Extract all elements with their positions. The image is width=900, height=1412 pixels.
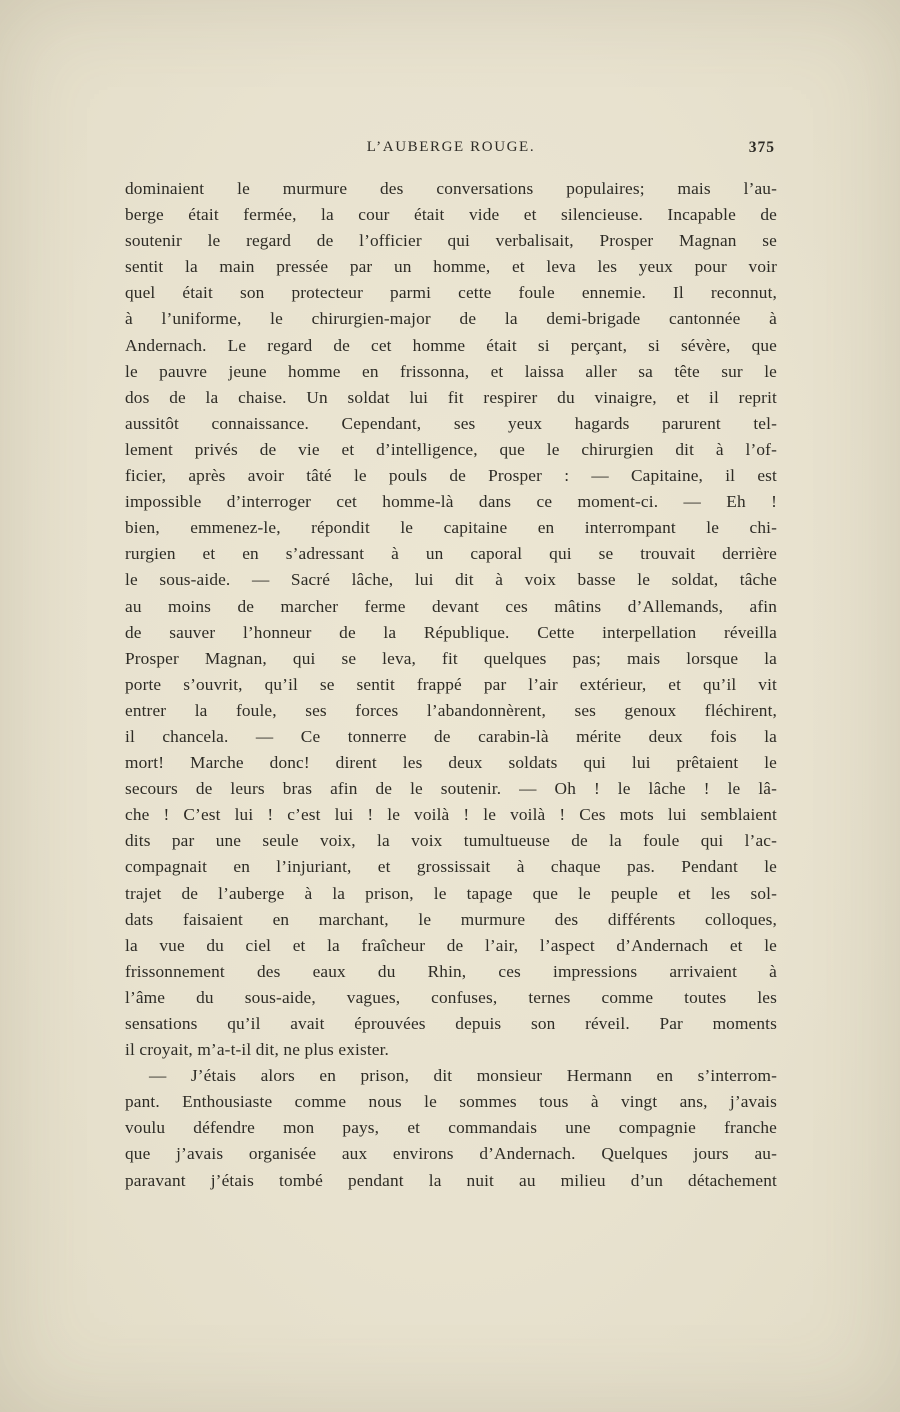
text-line: le sous-aide. — Sacré lâche, lui dit à voix basse le soldat, tâche bbox=[125, 570, 777, 590]
text-line: ficier, après avoir tâté le pouls de Prosper : — Capitaine, il est bbox=[125, 466, 777, 486]
page-header bbox=[125, 139, 777, 161]
paragraph bbox=[125, 1063, 777, 1193]
text-line: sensations qu’il avait éprouvées depuis son réveil. Par moments bbox=[125, 1014, 777, 1033]
running-title: L’AUBERGE ROUGE. bbox=[366, 139, 536, 155]
text-line: à l’uniforme, le chirurgien-major de la demi-brigade cantonnée à bbox=[125, 309, 777, 329]
text-line: que j’avais organisée aux environs d’Andernach. Quelques jours au- bbox=[125, 1144, 777, 1164]
text-line: dos de la chaise. Un soldat lui fit respirer du vinaigre, et il reprit bbox=[125, 387, 777, 407]
text-line: che ! C’est lui ! c’est lui ! le voilà ! le voilà ! Ces mots lui semblaient bbox=[125, 805, 777, 825]
text-line: Prosper Magnan, qui se leva, fit quelques pas; mais lorsque la bbox=[125, 648, 777, 668]
text-line: aussitôt connaissance. Cependant, ses yeux hagards parurent tel- bbox=[125, 413, 777, 433]
text-line: pant. Enthousiaste comme nous le sommes tous à vingt ans, j’avais bbox=[125, 1092, 777, 1112]
text-line: — J’étais alors en prison, dit monsieur Hermann en s’interrom- bbox=[149, 1066, 777, 1086]
text-block bbox=[125, 176, 777, 1194]
text-line: frissonnement des eaux du Rhin, ces impressions arrivaient à bbox=[125, 961, 777, 981]
page-number: 375 bbox=[748, 139, 775, 156]
text-line: berge était fermée, la cour était vide et silencieuse. Incapable de bbox=[125, 205, 777, 225]
text-line: le pauvre jeune homme en frissonna, et laissa aller sa tête sur le bbox=[125, 361, 777, 381]
text-line: lement privés de vie et d’intelligence, que le chirurgien dit à l’of- bbox=[125, 439, 777, 459]
text-line: de sauver l’honneur de la République. Cette interpellation réveilla bbox=[125, 622, 777, 642]
text-line: mort! Marche donc! dirent les deux soldats qui lui prêtaient le bbox=[125, 753, 777, 773]
text-line: soutenir le regard de l’officier qui verbalisait, Prosper Magnan se bbox=[125, 231, 777, 251]
text-line: au moins de marcher ferme devant ces mâtins d’Allemands, afin bbox=[125, 596, 777, 616]
paragraph bbox=[125, 176, 777, 1063]
text-line: rurgien et en s’adressant à un caporal qui se trouvait derrière bbox=[125, 544, 777, 564]
text-line: dominaient le murmure des conversations populaires; mais l’au- bbox=[125, 179, 777, 198]
text-line: porte s’ouvrit, qu’il se sentit frappé par l’air extérieur, et qu’il vit bbox=[125, 674, 777, 694]
text-line: dits par une seule voix, la voix tumultueuse de la foule qui l’ac- bbox=[125, 831, 777, 851]
text-line: la vue du ciel et la fraîcheur de l’air, l’aspect d’Andernach et le bbox=[125, 935, 777, 955]
text-line: sentit la main pressée par un homme, et leva les yeux pour voir bbox=[125, 257, 777, 277]
text-line: voulu défendre mon pays, et commandais une compagnie franche bbox=[125, 1118, 777, 1138]
text-line: il croyait, m’a-t-il dit, ne plus exister. bbox=[125, 1040, 390, 1060]
text-line: dats faisaient en marchant, le murmure des différents colloques, bbox=[125, 909, 777, 929]
text-line: bien, emmenez-le, répondit le capitaine en interrompant le chi- bbox=[125, 518, 777, 538]
text-line: trajet de l’auberge à la prison, le tapage que le peuple et les sol- bbox=[125, 883, 777, 903]
text-line: Andernach. Le regard de cet homme était si perçant, si sévère, que bbox=[125, 335, 777, 355]
text-line: secours de leurs bras afin de le soutenir. — Oh ! le lâche ! le lâ- bbox=[125, 779, 777, 799]
text-line: entrer la foule, ses forces l’abandonnèrent, ses genoux fléchirent, bbox=[125, 700, 777, 720]
text-line: compagnait en l’injuriant, et grossissait à chaque pas. Pendant le bbox=[125, 857, 777, 877]
text-line: quel était son protecteur parmi cette foule ennemie. Il reconnut, bbox=[125, 283, 777, 303]
text-line: l’âme du sous-aide, vagues, confuses, ternes comme toutes les bbox=[125, 987, 777, 1007]
text-line: il chancela. — Ce tonnerre de carabin-là mérite deux fois la bbox=[125, 726, 777, 746]
text-line: paravant j’étais tombé pendant la nuit au milieu d’un détachement bbox=[125, 1170, 777, 1190]
text-line: impossible d’interroger cet homme-là dans ce moment-ci. — Eh ! bbox=[125, 492, 777, 512]
